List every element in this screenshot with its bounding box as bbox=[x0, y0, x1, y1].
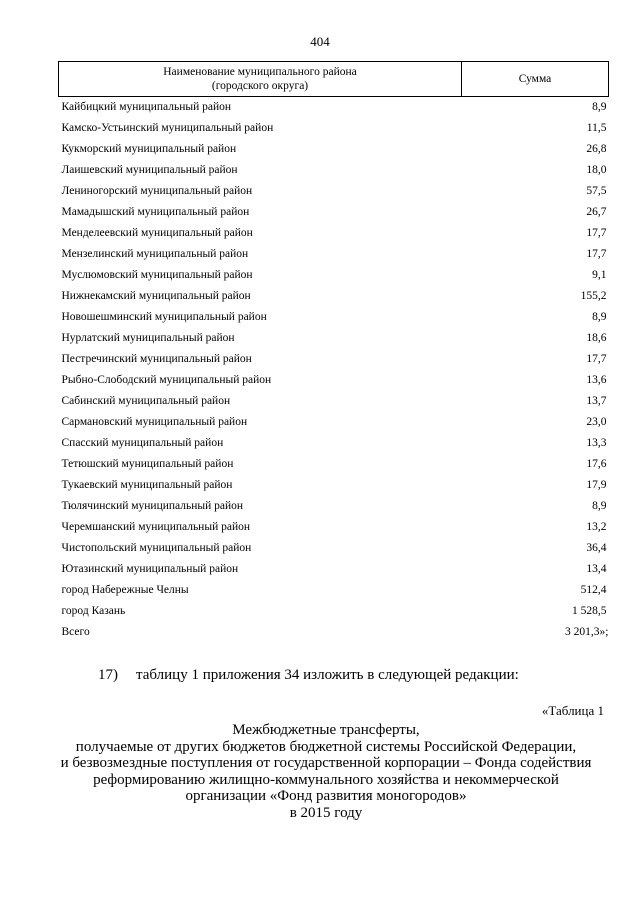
header-name bbox=[59, 62, 462, 97]
row-sum: 36,4 bbox=[586, 542, 607, 554]
row-sum: 18,6 bbox=[586, 332, 607, 344]
row-name: Ютазинский муниципальный район bbox=[61, 563, 239, 575]
table-row bbox=[59, 223, 609, 244]
table-row bbox=[59, 139, 609, 160]
page-number: 404 bbox=[310, 34, 330, 49]
table-row bbox=[59, 454, 609, 475]
row-sum: 8,9 bbox=[592, 101, 607, 113]
row-sum: 8,9 bbox=[592, 311, 607, 323]
row-name: Лениногорский муниципальный район bbox=[61, 185, 253, 197]
row-sum: 17,6 bbox=[586, 458, 607, 470]
table-row bbox=[59, 307, 609, 328]
row-sum: 17,7 bbox=[586, 248, 607, 260]
row-sum: 3 201,3»; bbox=[565, 626, 609, 638]
table-row bbox=[59, 244, 609, 265]
table-heading bbox=[40, 722, 612, 821]
row-sum: 17,7 bbox=[586, 227, 607, 239]
row-name: Тетюшский муниципальный район bbox=[61, 458, 234, 470]
row-name: Тюлячинский муниципальный район bbox=[61, 500, 244, 512]
table-row bbox=[59, 538, 609, 559]
row-sum: 26,8 bbox=[586, 143, 607, 155]
table-row bbox=[59, 475, 609, 496]
row-sum: 13,7 bbox=[586, 395, 607, 407]
row-name: Менделеевский муниципальный район bbox=[61, 227, 253, 239]
row-name: Мензелинский муниципальный район bbox=[61, 248, 249, 260]
table-row bbox=[59, 412, 609, 433]
row-name: город Казань bbox=[61, 605, 126, 617]
table-row bbox=[59, 601, 609, 622]
row-name: Нурлатский муниципальный район bbox=[61, 332, 235, 344]
heading-line: Межбюджетные трансферты, bbox=[232, 722, 420, 738]
row-sum: 13,3 bbox=[586, 437, 607, 449]
row-name: Тукаевский муниципальный район bbox=[61, 479, 233, 491]
item-number: 17) bbox=[98, 667, 118, 683]
row-name: Всего bbox=[61, 626, 90, 638]
row-sum: 23,0 bbox=[586, 416, 607, 428]
row-name: Сабинский муниципальный район bbox=[61, 395, 231, 407]
row-sum: 512,4 bbox=[580, 584, 607, 596]
row-sum: 13,6 bbox=[586, 374, 607, 386]
row-sum: 1 528,5 bbox=[572, 605, 607, 617]
row-name: Кукморский муниципальный район bbox=[61, 143, 237, 155]
row-name: Рыбно-Слободский муниципальный район bbox=[61, 374, 272, 386]
table-row bbox=[59, 517, 609, 538]
heading-line: реформированию жилищно-коммунального хозяйства и некоммерческой bbox=[93, 771, 559, 788]
table-reference: «Таблица 1 bbox=[541, 703, 604, 718]
row-sum: 9,1 bbox=[592, 269, 607, 281]
table-row bbox=[59, 496, 609, 517]
row-name: Чистопольский муниципальный район bbox=[61, 542, 252, 554]
heading-line: и безвозмездные поступления от государственной корпорации – Фонда содействия bbox=[60, 755, 592, 771]
table-row bbox=[59, 349, 609, 370]
header-name-line-2: (городского округа) bbox=[211, 80, 309, 92]
amendment-item bbox=[98, 664, 519, 686]
table-row bbox=[59, 370, 609, 391]
heading-line: организации «Фонд развития моногородов» bbox=[185, 788, 467, 804]
row-name: Муслюмовский муниципальный район bbox=[61, 269, 253, 281]
table-row bbox=[59, 391, 609, 412]
row-name: город Набережные Челны bbox=[61, 584, 189, 596]
row-name: Черемшанский муниципальный район bbox=[61, 521, 251, 533]
row-sum: 26,7 bbox=[586, 206, 607, 218]
table-row bbox=[59, 433, 609, 454]
row-sum: 13,4 bbox=[586, 563, 607, 575]
row-name: Сармановский муниципальный район bbox=[61, 416, 248, 428]
table-row bbox=[59, 328, 609, 349]
row-name: Пестречинский муниципальный район bbox=[61, 353, 252, 365]
heading-line: получаемые от других бюджетов бюджетной системы Российской Федерации, bbox=[75, 738, 577, 755]
table-body bbox=[59, 97, 609, 644]
row-name: Нижнекамский муниципальный район bbox=[61, 290, 251, 302]
row-sum: 57,5 bbox=[586, 185, 607, 197]
row-sum: 8,9 bbox=[592, 500, 607, 512]
table-row bbox=[59, 202, 609, 223]
table-row bbox=[59, 181, 609, 202]
row-name: Мамадышский муниципальный район bbox=[61, 206, 250, 218]
row-name: Кайбицкий муниципальный район bbox=[61, 101, 232, 113]
heading-line: в 2015 году bbox=[289, 804, 363, 821]
row-sum: 18,0 bbox=[586, 164, 607, 176]
row-name: Новошешминский муниципальный район bbox=[61, 311, 267, 323]
table-row bbox=[59, 160, 609, 181]
table-row bbox=[59, 118, 609, 139]
table-header-row bbox=[59, 62, 609, 97]
row-sum: 11,5 bbox=[586, 122, 607, 134]
row-name: Камско-Устьинский муниципальный район bbox=[61, 122, 274, 134]
row-name: Лаишевский муниципальный район bbox=[61, 164, 238, 176]
row-sum: 13,2 bbox=[586, 521, 607, 533]
table-row bbox=[59, 580, 609, 601]
table-row bbox=[59, 286, 609, 307]
table-row bbox=[59, 265, 609, 286]
row-sum: 155,2 bbox=[580, 290, 607, 302]
row-name: Спасский муниципальный район bbox=[61, 437, 224, 449]
table-row bbox=[59, 97, 609, 119]
row-sum: 17,7 bbox=[586, 353, 607, 365]
row-sum: 17,9 bbox=[586, 479, 607, 491]
table-row bbox=[59, 559, 609, 580]
header-name-line-1: Наименование муниципального района bbox=[163, 66, 357, 78]
allocation-table bbox=[58, 61, 609, 643]
item-text: таблицу 1 приложения 34 изложить в следующей редакции: bbox=[136, 667, 519, 683]
header-sum: Сумма bbox=[462, 62, 609, 97]
table-row bbox=[59, 622, 609, 643]
